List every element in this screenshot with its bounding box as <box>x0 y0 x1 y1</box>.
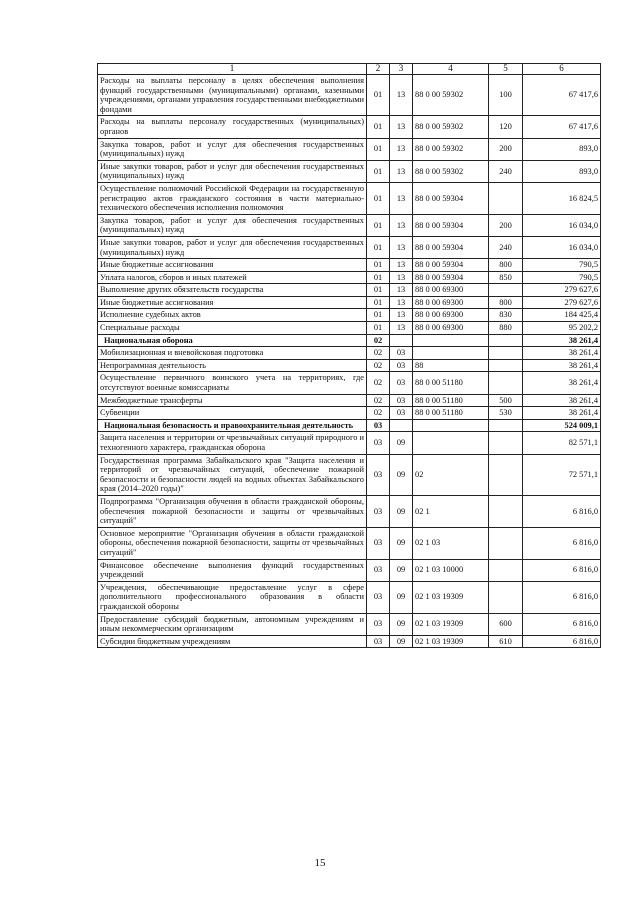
target-article-code: 88 0 00 59304 <box>413 182 489 214</box>
section-code: 03 <box>367 613 390 635</box>
target-article-code: 88 0 00 59304 <box>413 259 489 272</box>
target-article-code: 02 1 <box>413 495 489 527</box>
expense-type-code: 200 <box>489 138 523 160</box>
header-col-5: 5 <box>489 64 523 75</box>
row-name: Специальные расходы <box>98 322 367 335</box>
section-code: 01 <box>367 236 390 258</box>
row-name: Иные бюджетные ассигнования <box>98 259 367 272</box>
amount: 16 824,5 <box>523 182 601 214</box>
row-name: Иные закупки товаров, работ и услуг для обеспечения государственных (муниципальных) нужд <box>98 160 367 182</box>
target-article-code <box>413 432 489 454</box>
row-name: Учреждения, обеспечивающие предоставление услуг в сфере дополнительного профессионального образования в области гражданской обороны <box>98 581 367 613</box>
row-name: Уплата налогов, сборов и иных платежей <box>98 271 367 284</box>
expense-type-code <box>489 334 523 347</box>
table-row <box>98 581 601 613</box>
target-article-code: 88 0 00 51180 <box>413 394 489 407</box>
section-code: 01 <box>367 214 390 236</box>
amount: 72 571,1 <box>523 454 601 495</box>
table-row <box>98 296 601 309</box>
row-name: Расходы на выплаты персоналу в целях обеспечения выполнения функций государственными (муниципальными) органами, казенными учреждениями, органами управления государственными внебюджетными фондами <box>98 75 367 116</box>
table-row <box>98 284 601 297</box>
row-name: Предоставление субсидий бюджетным, автономным учреждениям и иным некоммерческим организациям <box>98 613 367 635</box>
amount: 16 034,0 <box>523 214 601 236</box>
subsection-code: 13 <box>390 116 413 138</box>
header-col-6: 6 <box>523 64 601 75</box>
section-code: 03 <box>367 559 390 581</box>
table-row <box>98 454 601 495</box>
amount: 38 261,4 <box>523 394 601 407</box>
page-number: 15 <box>314 857 326 869</box>
subsection-code: 13 <box>390 322 413 335</box>
amount: 893,0 <box>523 138 601 160</box>
section-code: 01 <box>367 182 390 214</box>
amount: 790,5 <box>523 271 601 284</box>
amount: 38 261,4 <box>523 407 601 420</box>
expense-type-code <box>489 182 523 214</box>
table-row <box>98 138 601 160</box>
expense-type-code <box>489 527 523 559</box>
expense-type-code <box>489 581 523 613</box>
expense-type-code <box>489 419 523 432</box>
row-name: Мобилизационная и вневойсковая подготовка <box>98 347 367 360</box>
expense-type-code <box>489 347 523 360</box>
table-row <box>98 495 601 527</box>
subsection-code: 13 <box>390 284 413 297</box>
row-name: Осуществление полномочий Российской Федерации на государственную регистрацию актов гражданского состояния в части материально-технического обеспечения исполнения полномочия <box>98 182 367 214</box>
target-article-code: 88 0 00 59302 <box>413 138 489 160</box>
row-name: Исполнение судебных актов <box>98 309 367 322</box>
expense-type-code: 500 <box>489 394 523 407</box>
table-row <box>98 309 601 322</box>
header-col-4: 4 <box>413 64 489 75</box>
subsection-code: 09 <box>390 581 413 613</box>
subsection-code: 03 <box>390 407 413 420</box>
amount: 6 816,0 <box>523 495 601 527</box>
section-code: 01 <box>367 271 390 284</box>
table-row <box>98 359 601 372</box>
table-row <box>98 236 601 258</box>
target-article-code: 02 1 03 <box>413 527 489 559</box>
table-row <box>98 394 601 407</box>
subsection-code: 13 <box>390 214 413 236</box>
amount: 95 202,2 <box>523 322 601 335</box>
amount: 279 627,6 <box>523 284 601 297</box>
table-row <box>98 160 601 182</box>
subsection-code: 09 <box>390 454 413 495</box>
header-col-2: 2 <box>367 64 390 75</box>
subsection-code <box>390 334 413 347</box>
row-name: Защита населения и территории от чрезвычайных ситуаций природного и техногенного характера, гражданская оборона <box>98 432 367 454</box>
section-code: 01 <box>367 284 390 297</box>
section-code: 03 <box>367 495 390 527</box>
amount: 6 816,0 <box>523 613 601 635</box>
target-article-code <box>413 347 489 360</box>
row-name: Межбюджетные трансферты <box>98 394 367 407</box>
section-code: 02 <box>367 394 390 407</box>
row-name: Субсидии бюджетным учреждениям <box>98 635 367 648</box>
table-row <box>98 559 601 581</box>
expense-type-code: 240 <box>489 236 523 258</box>
expense-type-code <box>489 559 523 581</box>
target-article-code: 88 0 00 69300 <box>413 296 489 309</box>
subsection-code: 13 <box>390 296 413 309</box>
subsection-code: 13 <box>390 182 413 214</box>
table-row <box>98 334 601 347</box>
expense-type-code <box>489 372 523 394</box>
row-name: Финансовое обеспечение выполнения функций государственных учреждений <box>98 559 367 581</box>
section-code: 03 <box>367 635 390 648</box>
subsection-code: 03 <box>390 372 413 394</box>
row-name: Подпрограмма "Организация обучения в области гражданской обороны, обеспечения пожарной безопасности и защиты от чрезвычайных ситуаций" <box>98 495 367 527</box>
header-col-3: 3 <box>390 64 413 75</box>
expense-type-code: 610 <box>489 635 523 648</box>
target-article-code: 88 0 00 51180 <box>413 407 489 420</box>
subsection-code: 13 <box>390 236 413 258</box>
section-code: 01 <box>367 116 390 138</box>
section-code: 03 <box>367 419 390 432</box>
section-code: 01 <box>367 322 390 335</box>
subsection-code: 13 <box>390 259 413 272</box>
subsection-code: 09 <box>390 527 413 559</box>
section-code: 03 <box>367 432 390 454</box>
expense-type-code: 850 <box>489 271 523 284</box>
table-row <box>98 271 601 284</box>
header-row <box>98 64 601 75</box>
target-article-code: 02 1 03 10000 <box>413 559 489 581</box>
amount: 16 034,0 <box>523 236 601 258</box>
section-code: 01 <box>367 259 390 272</box>
expense-type-code <box>489 432 523 454</box>
section-code: 02 <box>367 347 390 360</box>
row-name: Осуществление первичного воинского учета на территориях, где отсутствуют военные комиссариаты <box>98 372 367 394</box>
amount: 38 261,4 <box>523 334 601 347</box>
target-article-code: 02 1 03 19309 <box>413 635 489 648</box>
header-col-1: 1 <box>98 64 367 75</box>
target-article-code: 02 1 03 19309 <box>413 613 489 635</box>
subsection-code: 09 <box>390 635 413 648</box>
table-body <box>98 75 601 648</box>
subsection-code: 09 <box>390 559 413 581</box>
amount: 38 261,4 <box>523 359 601 372</box>
table-row <box>98 527 601 559</box>
section-code: 02 <box>367 334 390 347</box>
section-code: 01 <box>367 75 390 116</box>
row-name: Основное мероприятие "Организация обучения в области гражданской обороны, обеспечения пожарной безопасности, защиты от чрезвычайных ситуаций" <box>98 527 367 559</box>
expense-type-code: 240 <box>489 160 523 182</box>
expense-type-code: 200 <box>489 214 523 236</box>
section-code: 01 <box>367 309 390 322</box>
target-article-code: 88 0 00 59302 <box>413 116 489 138</box>
row-name: Государственная программа Забайкальского края "Защита населения и территорий от чрезвычайных ситуаций, обеспечение пожарной безопасности и безопасности людей на водных объектах Забайкальского края (2014–2020 годы)" <box>98 454 367 495</box>
row-name: Национальная оборона <box>98 334 367 347</box>
subsection-code: 09 <box>390 613 413 635</box>
row-name: Иные закупки товаров, работ и услуг для обеспечения государственных (муниципальных) нужд <box>98 236 367 258</box>
subsection-code: 13 <box>390 75 413 116</box>
subsection-code: 09 <box>390 495 413 527</box>
section-code: 03 <box>367 581 390 613</box>
amount: 38 261,4 <box>523 372 601 394</box>
amount: 184 425,4 <box>523 309 601 322</box>
subsection-code: 13 <box>390 309 413 322</box>
table-row <box>98 635 601 648</box>
expense-type-code: 830 <box>489 309 523 322</box>
amount: 6 816,0 <box>523 527 601 559</box>
table-row <box>98 613 601 635</box>
table-row <box>98 372 601 394</box>
expense-type-code: 800 <box>489 259 523 272</box>
table-row <box>98 116 601 138</box>
section-code: 02 <box>367 372 390 394</box>
target-article-code: 02 1 03 19309 <box>413 581 489 613</box>
row-name: Выполнение других обязательств государства <box>98 284 367 297</box>
subsection-code: 03 <box>390 347 413 360</box>
amount: 67 417,6 <box>523 75 601 116</box>
section-code: 01 <box>367 138 390 160</box>
table-row <box>98 407 601 420</box>
table-row <box>98 182 601 214</box>
section-code: 01 <box>367 296 390 309</box>
row-name: Закупка товаров, работ и услуг для обеспечения государственных (муниципальных) нужд <box>98 214 367 236</box>
expense-type-code: 880 <box>489 322 523 335</box>
budget-table <box>97 63 601 648</box>
target-article-code: 02 <box>413 454 489 495</box>
target-article-code: 88 0 00 51180 <box>413 372 489 394</box>
table-row <box>98 419 601 432</box>
row-name: Иные бюджетные ассигнования <box>98 296 367 309</box>
target-article-code: 88 0 00 59304 <box>413 236 489 258</box>
row-name: Закупка товаров, работ и услуг для обеспечения государственных (муниципальных) нужд <box>98 138 367 160</box>
target-article-code: 88 0 00 59304 <box>413 271 489 284</box>
target-article-code: 88 0 00 69300 <box>413 322 489 335</box>
table-row <box>98 432 601 454</box>
target-article-code: 88 0 00 59302 <box>413 160 489 182</box>
amount: 82 571,1 <box>523 432 601 454</box>
amount: 6 816,0 <box>523 635 601 648</box>
amount: 6 816,0 <box>523 559 601 581</box>
target-article-code: 88 <box>413 359 489 372</box>
subsection-code: 09 <box>390 432 413 454</box>
subsection-code <box>390 419 413 432</box>
table-row <box>98 75 601 116</box>
expense-type-code: 100 <box>489 75 523 116</box>
section-code: 02 <box>367 407 390 420</box>
target-article-code <box>413 334 489 347</box>
row-name: Расходы на выплаты персоналу государственных (муниципальных) органов <box>98 116 367 138</box>
section-code: 03 <box>367 454 390 495</box>
amount: 790,5 <box>523 259 601 272</box>
target-article-code: 88 0 00 69300 <box>413 284 489 297</box>
row-name: Субвенции <box>98 407 367 420</box>
expense-type-code <box>489 284 523 297</box>
target-article-code <box>413 419 489 432</box>
table-row <box>98 214 601 236</box>
subsection-code: 13 <box>390 271 413 284</box>
subsection-code: 03 <box>390 359 413 372</box>
target-article-code: 88 0 00 69300 <box>413 309 489 322</box>
expense-type-code <box>489 359 523 372</box>
section-code: 01 <box>367 160 390 182</box>
row-name: Национальная безопасность и правоохранительная деятельность <box>98 419 367 432</box>
amount: 6 816,0 <box>523 581 601 613</box>
expense-type-code: 530 <box>489 407 523 420</box>
amount: 279 627,6 <box>523 296 601 309</box>
table-row <box>98 322 601 335</box>
subsection-code: 13 <box>390 160 413 182</box>
target-article-code: 88 0 00 59302 <box>413 75 489 116</box>
amount: 67 417,6 <box>523 116 601 138</box>
subsection-code: 13 <box>390 138 413 160</box>
section-code: 03 <box>367 527 390 559</box>
subsection-code: 03 <box>390 394 413 407</box>
table-row <box>98 259 601 272</box>
table-row <box>98 347 601 360</box>
expense-type-code <box>489 495 523 527</box>
expense-type-code: 120 <box>489 116 523 138</box>
target-article-code: 88 0 00 59304 <box>413 214 489 236</box>
expense-type-code: 800 <box>489 296 523 309</box>
expense-type-code: 600 <box>489 613 523 635</box>
row-name: Непрограммная деятельность <box>98 359 367 372</box>
amount: 893,0 <box>523 160 601 182</box>
section-code: 02 <box>367 359 390 372</box>
amount: 38 261,4 <box>523 347 601 360</box>
amount: 524 009,1 <box>523 419 601 432</box>
expense-type-code <box>489 454 523 495</box>
